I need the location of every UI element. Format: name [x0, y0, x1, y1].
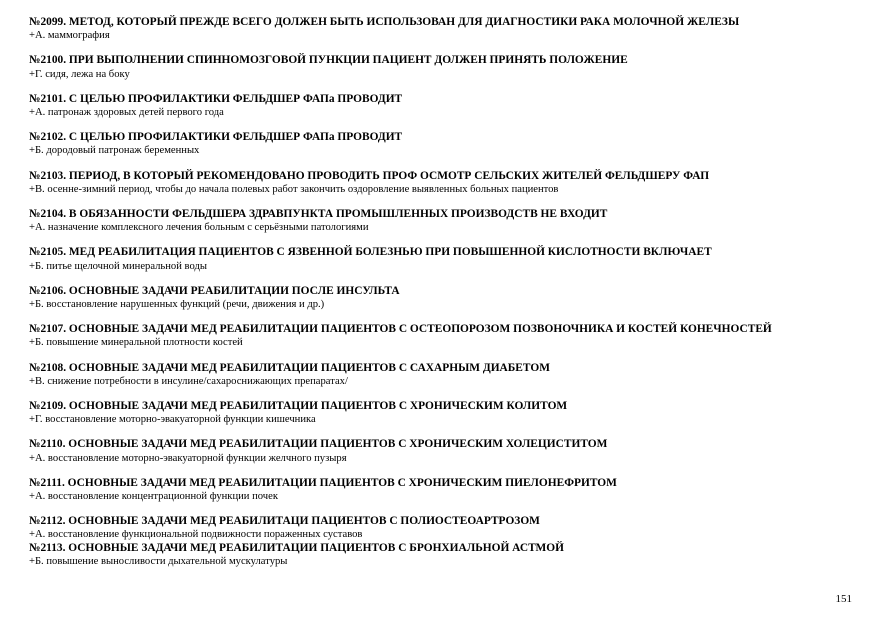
question-text: №2106. ОСНОВНЫЕ ЗАДАЧИ РЕАБИЛИТАЦИИ ПОСЛЕ ИНСУЛЬТА — [29, 284, 400, 297]
question-text: №2110. ОСНОВНЫЕ ЗАДАЧИ МЕД РЕАБИЛИТАЦИИ ПАЦИЕНТОВ С ХРОНИЧЕСКИМ ХОЛЕЦИСТИТОМ — [29, 438, 608, 451]
answer-text: +Б. повышение выносливости дыхательной мускулатуры — [29, 555, 288, 567]
answer-text: +Б. повышение минеральной плотности костей — [29, 337, 243, 349]
question-entry-2113 — [29, 542, 859, 568]
answer-text: +А. восстановление моторно-эвакуаторной функции желчного пузыря — [29, 452, 347, 464]
answer-text: +Б. дородовый патронаж беременных — [29, 145, 200, 157]
answer-text: +А. маммография — [29, 30, 110, 42]
question-text: №2102. С ЦЕЛЬЮ ПРОФИЛАКТИКИ ФЕЛЬДШЕР ФАПа ПРОВОДИТ — [29, 131, 403, 144]
question-entry-2099 — [29, 16, 859, 42]
answer-text: +А. восстановление концентрационной функции почек — [29, 491, 278, 503]
question-entry-2105 — [29, 246, 859, 272]
question-text: №2101. С ЦЕЛЬЮ ПРОФИЛАКТИКИ ФЕЛЬДШЕР ФАПа ПРОВОДИТ — [29, 92, 403, 105]
question-text: №2107. ОСНОВНЫЕ ЗАДАЧИ МЕД РЕАБИЛИТАЦИИ ПАЦИЕНТОВ С ОСТЕОПОРОЗОМ ПОЗВОНОЧНИКА И КОСТЕЙ КОНЕЧНОСТЕЙ — [29, 323, 772, 336]
answer-text: +А. патронаж здоровых детей первого года — [29, 107, 224, 119]
question-entry-2100 — [29, 54, 859, 80]
page-number: 151 — [835, 593, 852, 605]
question-text: №2104. В ОБЯЗАННОСТИ ФЕЛЬДШЕРА ЗДРАВПУНКТА ПРОМЫШЛЕННЫХ ПРОИЗВОДСТВ НЕ ВХОДИТ — [29, 208, 608, 221]
answer-text: +В. осенне-зимний период, чтобы до начала полевых работ закончить оздоровление выявленных больных пациентов — [29, 183, 559, 195]
question-entry-2101 — [29, 93, 859, 119]
document-page — [29, 16, 859, 568]
question-entry-2106 — [29, 285, 859, 311]
question-entry-2107 — [29, 323, 859, 349]
answer-text: +Б. питье щелочной минеральной воды — [29, 260, 207, 272]
question-entry-2112 — [29, 515, 859, 541]
question-text: №2111. ОСНОВНЫЕ ЗАДАЧИ МЕД РЕАБИЛИТАЦИИ ПАЦИЕНТОВ С ХРОНИЧЕСКИМ ПИЕЛОНЕФРИТОМ — [29, 476, 617, 489]
question-text: №2112. ОСНОВНЫЕ ЗАДАЧИ МЕД РЕАБИЛИТАЦИ ПАЦИЕНТОВ С ПОЛИОСТЕОАРТРОЗОМ — [29, 515, 540, 528]
question-text: №2108. ОСНОВНЫЕ ЗАДАЧИ МЕД РЕАБИЛИТАЦИИ ПАЦИЕНТОВ С САХАРНЫМ ДИАБЕТОМ — [29, 361, 550, 374]
answer-text: +А. назначение комплексного лечения больным с серьёзными патологиями — [29, 222, 369, 234]
question-entry-2104 — [29, 208, 859, 234]
answer-text: +Г. сидя, лежа на боку — [29, 68, 130, 80]
question-text: №2105. МЕД РЕАБИЛИТАЦИЯ ПАЦИЕНТОВ С ЯЗВЕННОЙ БОЛЕЗНЬЮ ПРИ ПОВЫШЕННОЙ КИСЛОТНОСТИ ВКЛЮЧАЕТ — [29, 246, 712, 259]
question-text: №2103. ПЕРИОД, В КОТОРЫЙ РЕКОМЕНДОВАНО ПРОВОДИТЬ ПРОФ ОСМОТР СЕЛЬСКИХ ЖИТЕЛЕЙ ФЕЛЬДШЕРУ ФАП — [29, 169, 710, 182]
question-entry-2102 — [29, 131, 859, 157]
answer-text: +Г. восстановление моторно-эвакуаторной функции кишечника — [29, 414, 316, 426]
question-entry-2109 — [29, 400, 859, 426]
question-entry-2110 — [29, 438, 859, 464]
answer-text: +Б. восстановление нарушенных функций (речи, движения и др.) — [29, 299, 325, 311]
question-text: №2100. ПРИ ВЫПОЛНЕНИИ СПИННОМОЗГОВОЙ ПУНКЦИИ ПАЦИЕНТ ДОЛЖЕН ПРИНЯТЬ ПОЛОЖЕНИЕ — [29, 54, 628, 67]
question-text: №2109. ОСНОВНЫЕ ЗАДАЧИ МЕД РЕАБИЛИТАЦИИ ПАЦИЕНТОВ С ХРОНИЧЕСКИМ КОЛИТОМ — [29, 400, 568, 413]
question-text: №2113. ОСНОВНЫЕ ЗАДАЧИ МЕД РЕАБИЛИТАЦИИ ПАЦИЕНТОВ С БРОНХИАЛЬНОЙ АСТМОЙ — [29, 541, 564, 554]
question-entry-2111 — [29, 477, 859, 503]
question-text: №2099. МЕТОД, КОТОРЫЙ ПРЕЖДЕ ВСЕГО ДОЛЖЕН БЫТЬ ИСПОЛЬЗОВАН ДЛЯ ДИАГНОСТИКИ РАКА МОЛОЧНОЙ ЖЕЛЕЗЫ — [29, 16, 740, 28]
answer-text: +А. восстановление функциональной подвижности пораженных суставов — [29, 529, 363, 541]
question-entry-2103 — [29, 170, 859, 196]
question-entry-2108 — [29, 362, 859, 388]
answer-text: +В. снижение потребности в инсулине/сахароснижающих препаратах/ — [29, 375, 348, 387]
